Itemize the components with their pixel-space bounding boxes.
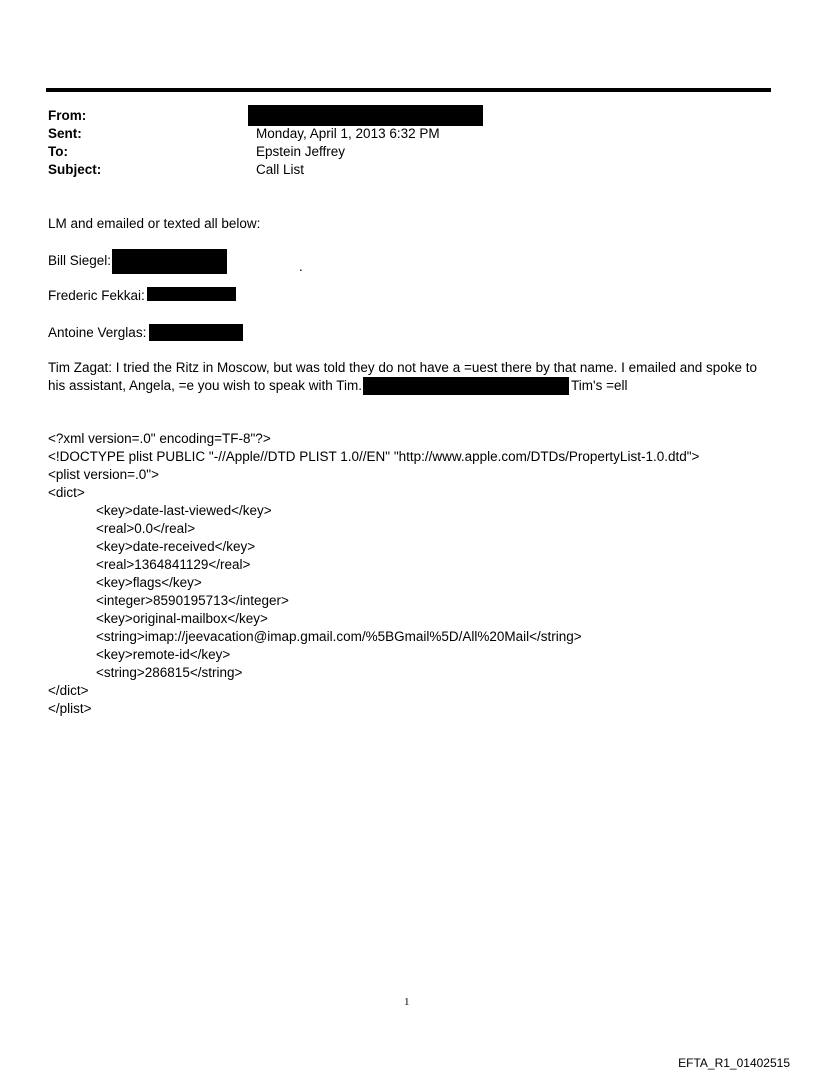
tim-cell-text: Tim's =ell [571, 378, 628, 393]
xml-line: <string>imap://jeevacation@imap.gmail.com/%5BGmail%5D/All%20Mail</string> [96, 629, 582, 644]
frederic-fekkai-label: Frederic Fekkai: [48, 288, 145, 303]
page-number: 1 [404, 996, 410, 1008]
xml-line: <key>remote-id</key> [96, 647, 231, 662]
bill-siegel-label: Bill Siegel: [48, 253, 112, 268]
xml-line: <key>flags</key> [96, 575, 202, 590]
xml-line: </plist> [48, 701, 92, 716]
xml-line: <plist version=.0"> [48, 467, 159, 482]
to-label: To: [48, 144, 68, 159]
tim-zagat-line-2: his assistant, Angela, =e you wish to speak with Tim. [48, 378, 363, 393]
header-rule [46, 88, 771, 92]
xml-line: <real>0.0</real> [96, 521, 196, 536]
document-id: EFTA_R1_01402515 [678, 1056, 790, 1070]
xml-line: <key>date-last-viewed</key> [96, 503, 272, 518]
sent-label: Sent: [48, 126, 82, 141]
from-redaction [248, 105, 483, 126]
bill-siegel-trailing: . [299, 259, 303, 274]
xml-line: <string>286815</string> [96, 665, 243, 680]
antoine-verglas-redaction [149, 324, 243, 341]
xml-line: <!DOCTYPE plist PUBLIC "-//Apple//DTD PLIST 1.0//EN" "http://www.apple.com/DTDs/PropertyList-1.0.dtd"> [48, 449, 700, 464]
tim-zagat-line-1: Tim Zagat: I tried the Ritz in Moscow, but was told they do not have a =uest there by that name. I emailed and spoke to [48, 360, 758, 375]
bill-siegel-redaction [112, 249, 227, 274]
subject-label: Subject: [48, 162, 102, 177]
to-value: Epstein Jeffrey [256, 144, 346, 159]
subject-value: Call List [256, 162, 305, 177]
sent-value: Monday, April 1, 2013 6:32 PM [256, 126, 440, 141]
xml-line: <?xml version=.0" encoding=TF-8"?> [48, 431, 271, 446]
antoine-verglas-label: Antoine Verglas: [48, 325, 147, 340]
from-label: From: [48, 108, 87, 123]
xml-line: <key>date-received</key> [96, 539, 256, 554]
xml-line: <key>original-mailbox</key> [96, 611, 268, 626]
xml-line: <integer>8590195713</integer> [96, 593, 289, 608]
xml-line: <dict> [48, 485, 85, 500]
xml-line: </dict> [48, 683, 89, 698]
intro-text: LM and emailed or texted all below: [48, 216, 261, 231]
xml-line: <real>1364841129</real> [96, 557, 251, 572]
tim-zagat-redaction [363, 377, 569, 395]
frederic-fekkai-redaction [147, 287, 236, 301]
